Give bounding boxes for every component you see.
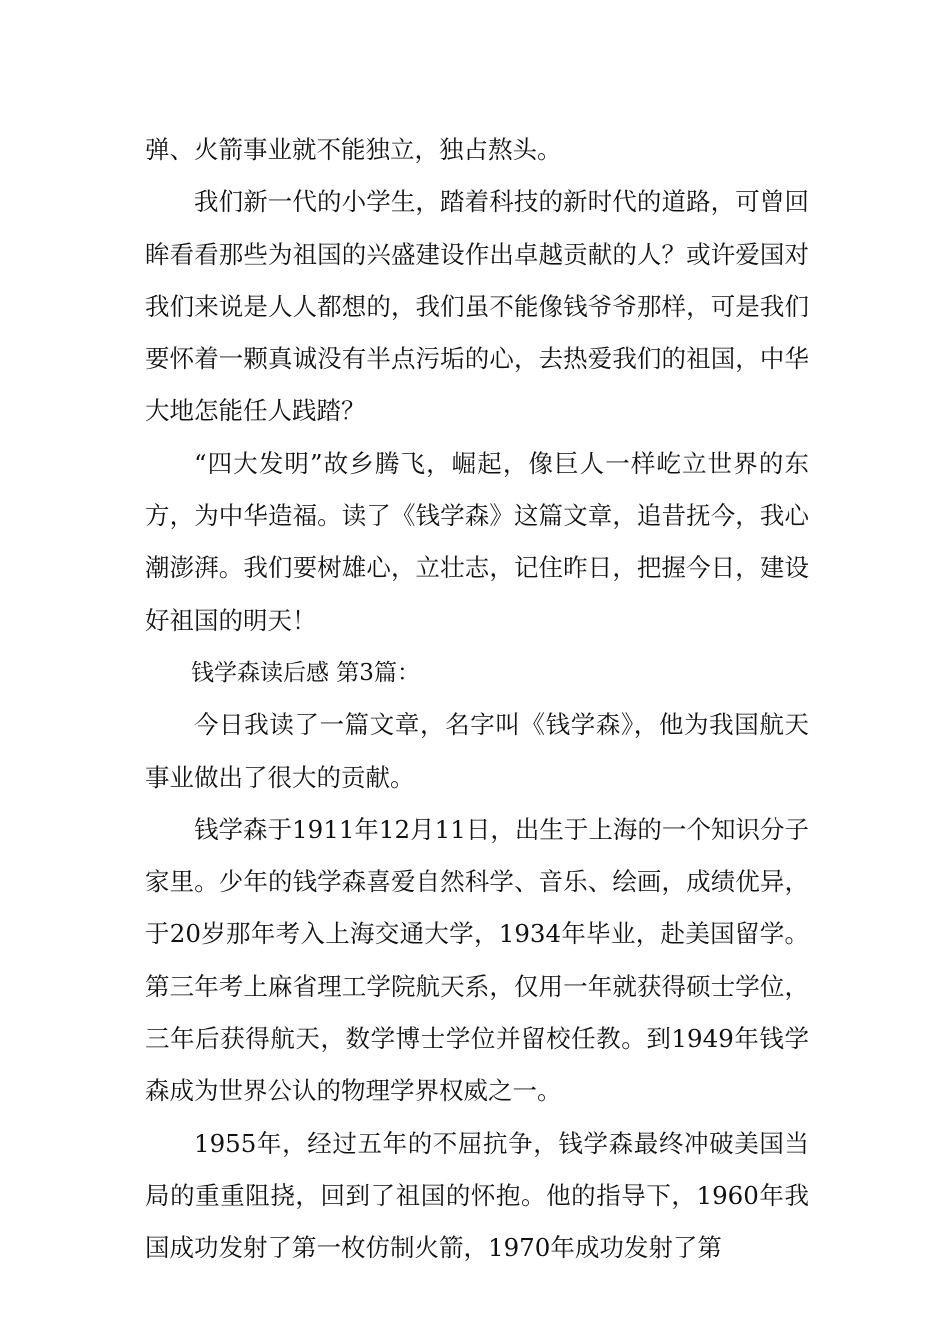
section-heading: 钱学森读后感 第3篇： — [191, 659, 420, 686]
paragraph-intro: 今日我读了一篇文章，名字叫《钱学森》，他为我国航天事业做出了很大的贡献。 — [145, 710, 809, 792]
document-body — [145, 124, 809, 1275]
paragraph-patriotism: 我们新一代的小学生，踏着科技的新时代的道路，可曾回眸看看那些为祖国的兴盛建设作出卓越贡献的人？或许爱国对我们来说是人人都想的，我们虽不能像钱爷爷那样，可是我们要怀着一颗真诚没有半点污垢的心，去热爱我们的祖国，中华大地怎能任人践踏？ — [145, 187, 809, 426]
paragraph-return: 1955年，经过五年的不屈抗争，钱学森最终冲破美国当局的重重阻挠，回到了祖国的怀抱。他的指导下，1960年我国成功发射了第一枚仿制火箭，1970年成功发射了第 — [145, 1128, 809, 1263]
paragraph-four-inventions: “四大发明”故乡腾飞，崛起，像巨人一样屹立世界的东方，为中华造福。读了《钱学森》这篇文章，追昔抚今，我心潮澎湃。我们要树雄心，立壮志，记住昨日，把握今日，建设好祖国的明天！ — [145, 448, 809, 635]
paragraph-continued: 弹、火箭事业就不能独立，独占熬头。 — [145, 135, 562, 164]
paragraph-biography: 钱学森于1911年12月11日，出生于上海的一个知识分子家里。少年的钱学森喜爱自然科学、音乐、绘画，成绩优异，于20岁那年考入上海交通大学，1934年毕业，赴美国留学。第三年考上麻省理工学院航天系，仅用一年就获得硕士学位，三年后获得航天，数学博士学位并留校任教。到1949年钱学森成为世界公认的物理学界权威之一。 — [145, 814, 809, 1106]
